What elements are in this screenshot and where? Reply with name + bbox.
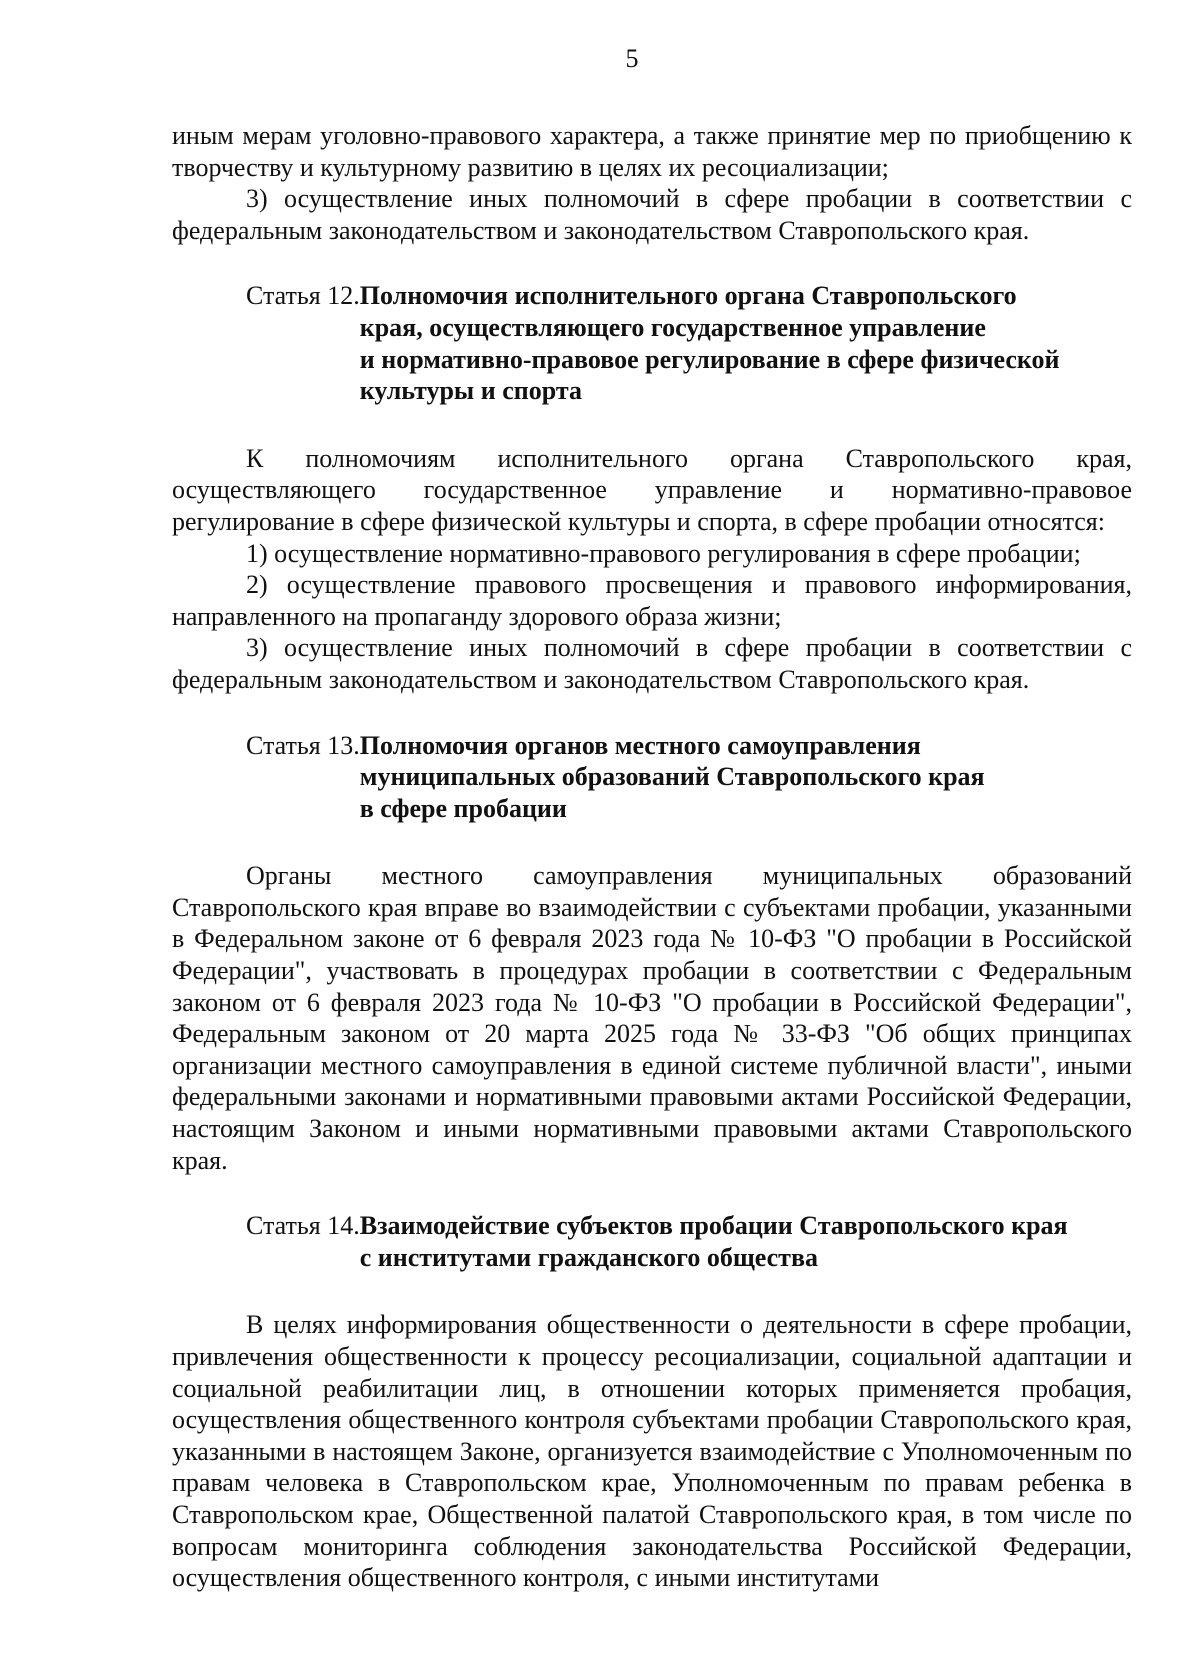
paragraph: Органы местного самоуправления муниципальных образований Ставропольского края вправе во взаимодействии с субъектами пробации, указанными в Федеральном законе от 6 февраля 2023 года № 10-ФЗ "О пробации в Российской Федерации", участвовать в процедурах пробации в соответствии с Федеральным законом от 6 февраля 2023 года № 10-ФЗ "О пробации в Российской Федерации", Федеральным законом от 20 марта 2025 года № 33-ФЗ "Об общих принципах организации местного самоуправления в единой системе публичной власти", иными федеральными законами и нормативными правовыми актами Российской Федерации, настоящим Законом и иными нормативными правовыми актами Ставропольского края. bbox=[172, 861, 1132, 1175]
paragraph: иным мерам уголовно-правового характера, а также принятие мер по приобщению к творчеству и культурному развитию в целях их ресоциализации; bbox=[172, 121, 1132, 182]
article-title-line: Полномочия исполнительного органа Ставропольского bbox=[359, 281, 1017, 311]
paragraph: 1) осуществление нормативно-правового регулирования в сфере пробации; bbox=[246, 538, 1081, 568]
article-13-heading bbox=[172, 730, 1132, 825]
article-title-line: в сфере пробации bbox=[359, 793, 567, 823]
article-label: Статья 14. bbox=[246, 1211, 360, 1241]
article-14-body bbox=[172, 1309, 1132, 1593]
article-title-line: Взаимодействие субъектов пробации Ставропольского края bbox=[359, 1211, 1068, 1241]
paragraph: К полномочиям исполнительного органа Ставропольского края, осуществляющего государственное управление и нормативно-правовое регулирование в сфере физической культуры и спорта, в сфере пробации относятся: bbox=[172, 443, 1132, 536]
paragraph: 2) осуществление правового просвещения и правового информирования, направленного на пропаганду здорового образа жизни; bbox=[172, 570, 1132, 631]
article-title bbox=[360, 730, 1132, 825]
article-title-line: и нормативно-правовое регулирование в сфере физической bbox=[359, 344, 1060, 374]
article-title-line: края, осуществляющего государственное управление bbox=[359, 312, 986, 342]
article-14-heading bbox=[172, 1210, 1132, 1273]
article-title bbox=[360, 280, 1132, 406]
paragraph: В целях информирования общественности о деятельности в сфере пробации, привлечения общественности к процессу ресоциализации, социальной адаптации и социальной реабилитации лиц, в отношении которых применяется пробация, осуществления общественного контроля субъектами пробации Ставропольского края, указанными в настоящем Законе, организуется взаимодействие с Уполномоченным по правам человека в Ставропольском крае, Уполномоченным по правам ребенка в Ставропольском крае, Общественной палатой Ставропольского края, в том числе по вопросам мониторинга соблюдения законодательства Российской Федерации, осуществления общественного контроля, с иными институтами bbox=[172, 1310, 1132, 1593]
page-number: 5 bbox=[625, 44, 639, 73]
article-title-line: с институтами гражданского общества bbox=[359, 1242, 818, 1272]
paragraph: 3) осуществление иных полномочий в сфере пробации в соответствии с федеральным законодательством и законодательством Ставропольского края. bbox=[172, 184, 1132, 245]
article-13-body bbox=[172, 860, 1132, 1176]
article-title bbox=[360, 1210, 1132, 1273]
article-12-body bbox=[172, 443, 1132, 696]
article-title-line: культуры и спорта bbox=[359, 376, 582, 406]
article-label: Статья 12. bbox=[246, 281, 360, 311]
intro-block bbox=[172, 120, 1132, 246]
article-label: Статья 13. bbox=[246, 730, 360, 760]
article-12-heading bbox=[172, 280, 1132, 406]
paragraph: 3) осуществление иных полномочий в сфере пробации в соответствии с федеральным законодательством и законодательством Ставропольского края. bbox=[172, 633, 1132, 694]
article-title-line: муниципальных образований Ставропольского края bbox=[359, 762, 985, 792]
article-title-line: Полномочия органов местного самоуправления bbox=[359, 730, 921, 760]
